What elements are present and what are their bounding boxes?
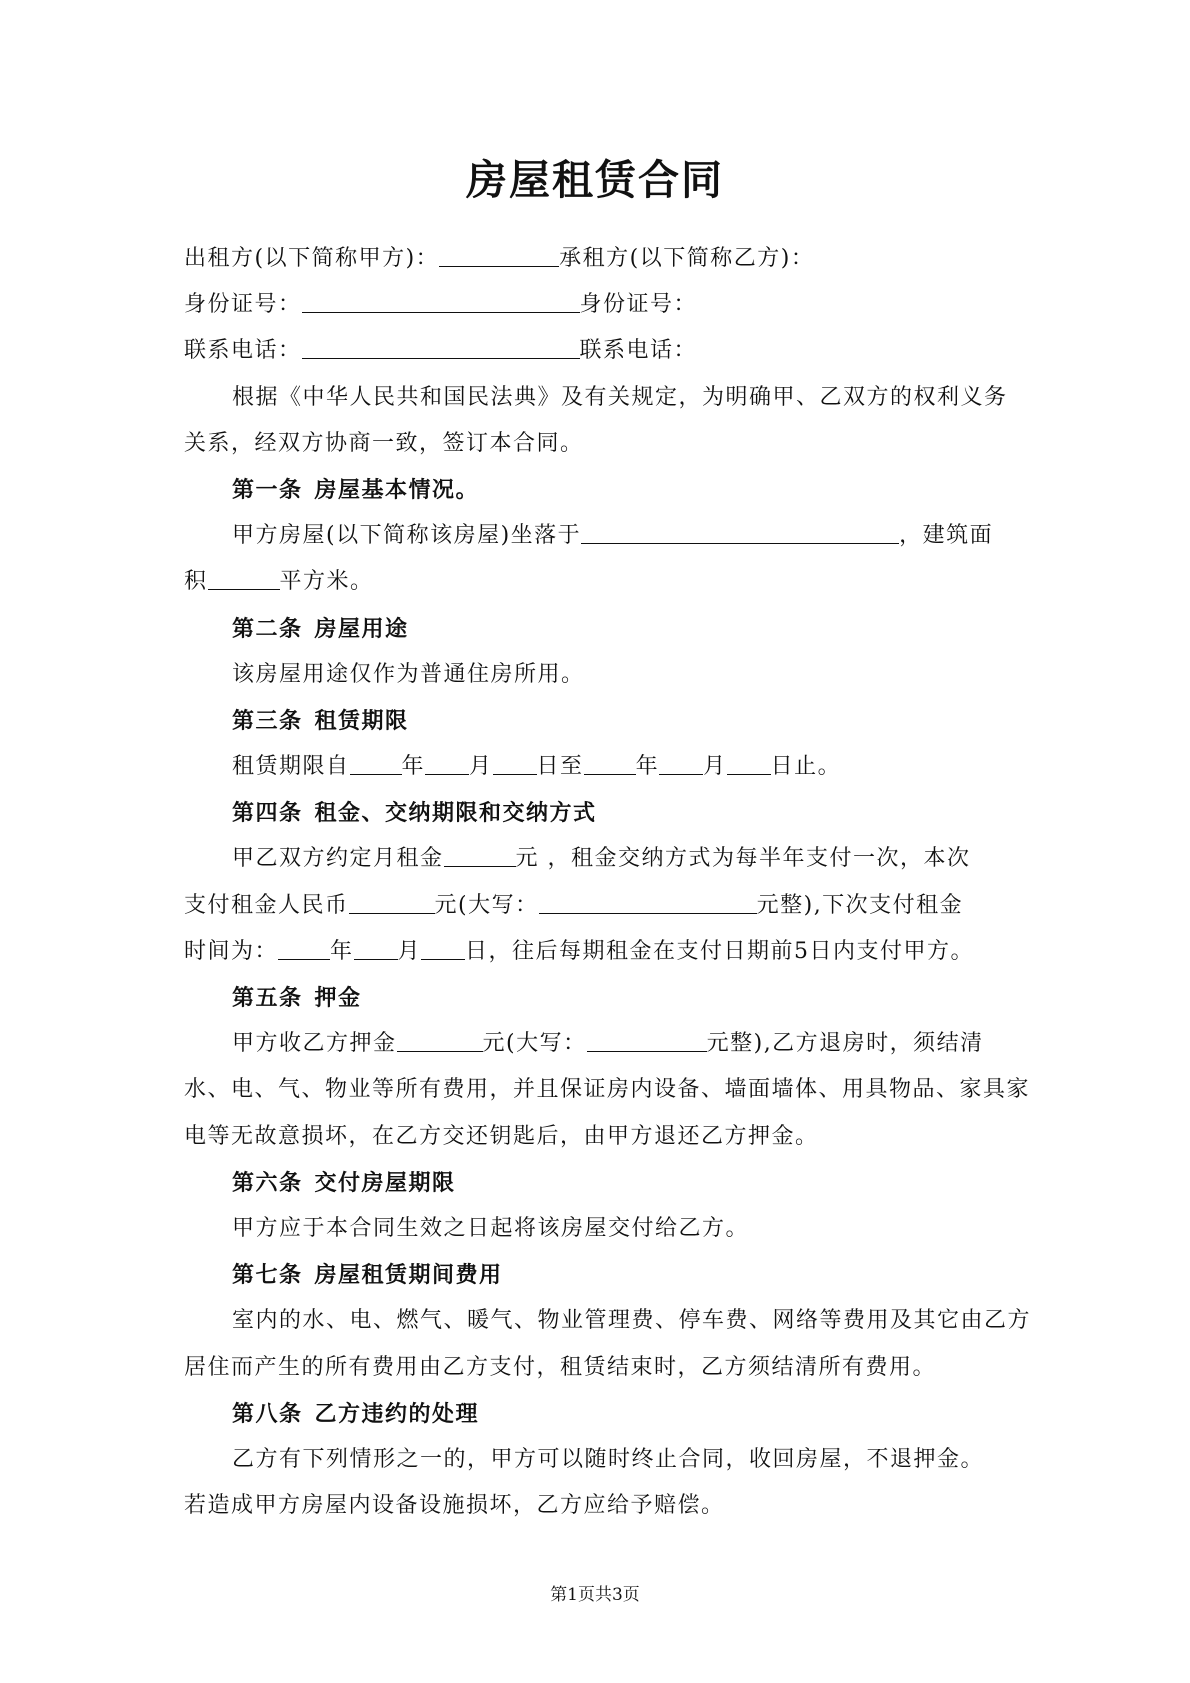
article-title: 交付房屋期限 (314, 1169, 456, 1196)
deposit-words-label: 元(大写： (482, 1031, 587, 1057)
id-blank (302, 288, 580, 313)
page-footer: 第1页共3页 (550, 1585, 640, 1605)
article-1-heading (184, 467, 1014, 513)
article-number: 第三条 (232, 707, 303, 734)
id-label-b: 身份证号： (579, 292, 698, 318)
next-payment-time-label: 时间为： (184, 938, 279, 964)
term-start-label: 租赁期限自 (232, 754, 350, 780)
article-title: 租赁期限 (314, 707, 409, 734)
start-day-blank (493, 750, 537, 775)
article-5-line-2: 水、电、气、物业等所有费用，并且保证房内设备、墙面墙体、用具物品、家具家 (184, 1077, 1031, 1103)
article-7-line-1: 室内的水、电、燃气、暖气、物业管理费、停车费、网络等费用及其它由乙方 (232, 1308, 1032, 1334)
day-end-label: 日止。 (770, 754, 842, 780)
article-number: 第五条 (232, 985, 303, 1011)
lessor-label: 出租方(以下简称甲方)： (184, 246, 440, 271)
article-title: 乙方违约的处理 (314, 1400, 480, 1427)
article-title: 房屋租赁期间费用 (314, 1262, 503, 1289)
article-title: 租金、交纳期限和交纳方式 (314, 800, 597, 827)
end-month-blank (659, 750, 703, 775)
intro-line-2: 关系，经双方协商一致，签订本合同。 (184, 430, 584, 456)
deposit-terms-text: 元整),乙方退房时，须结清 (706, 1031, 984, 1057)
year-label: 年 (635, 754, 660, 780)
article-4-line-1 (184, 836, 1014, 882)
id-line (184, 282, 1014, 328)
document-title: 房屋租赁合同 (466, 156, 724, 204)
document-body (184, 236, 1032, 1529)
area-blank (208, 565, 280, 590)
amount-words-blank (539, 889, 757, 914)
party-line (184, 236, 1014, 282)
lessee-label: 承租方(以下简称乙方)： (559, 246, 815, 271)
area-label-prefix: 积 (184, 569, 208, 595)
area-unit: 平方米。 (279, 569, 374, 595)
article-number: 第二条 (232, 615, 303, 642)
article-4-line-2 (184, 883, 1014, 929)
location-blank (581, 519, 899, 544)
article-8-heading (184, 1391, 1014, 1437)
monthly-rent-blank (444, 842, 516, 867)
intro-line-1: 根据《中华人民共和国民法典》及有关规定，为明确甲、乙双方的权利义务 (232, 384, 1008, 410)
next-year-blank (278, 935, 330, 960)
phone-blank (302, 334, 580, 359)
article-4-line-3 (184, 929, 1014, 975)
article-5-heading (184, 975, 1014, 1021)
article-title: 房屋用途 (314, 615, 409, 642)
id-label-a: 身份证号： (184, 292, 302, 318)
payment-terms-text: 日，往后每期租金在支付日期前5日内支付甲方。 (465, 938, 975, 964)
article-5-line-3: 电等无故意损坏，在乙方交还钥匙后，由甲方退还乙方押金。 (184, 1123, 819, 1149)
article-7-heading (184, 1252, 1014, 1298)
article-4-heading (184, 790, 1014, 836)
month-label: 月 (703, 754, 727, 780)
article-3-line-1 (184, 744, 1014, 790)
article-number: 第八条 (232, 1400, 303, 1427)
next-payment-label: 元整),下次支付租金 (756, 892, 964, 918)
article-7-line-2: 居住而产生的所有费用由乙方支付，租赁结束时，乙方须结清所有费用。 (184, 1354, 937, 1380)
phone-line (184, 328, 1014, 374)
article-title: 押金 (314, 985, 362, 1011)
year-label: 年 (401, 754, 426, 780)
deposit-blank (397, 1027, 483, 1052)
article-5-line-1 (184, 1021, 1014, 1067)
next-month-blank (354, 935, 398, 960)
article-8-line-2: 若造成甲方房屋内设备设施损坏，乙方应给予赔偿。 (184, 1493, 725, 1519)
deposit-label: 甲方收乙方押金 (232, 1031, 397, 1057)
start-month-blank (425, 750, 469, 775)
end-day-blank (727, 750, 771, 775)
day-to-label: 日至 (536, 754, 584, 780)
phone-label-a: 联系电话： (184, 338, 302, 364)
article-number: 第一条 (232, 476, 303, 503)
start-year-blank (350, 750, 402, 775)
lessor-blank (439, 242, 559, 267)
location-label: 甲方房屋(以下简称该房屋)坐落于 (232, 523, 582, 549)
article-6-heading (184, 1160, 1014, 1206)
month-label: 月 (397, 938, 422, 964)
next-day-blank (421, 935, 465, 960)
article-number: 第六条 (232, 1169, 303, 1196)
payment-amount-blank (349, 889, 435, 914)
deposit-words-blank (587, 1027, 707, 1052)
year-label: 年 (330, 938, 354, 964)
phone-label-b: 联系电话： (579, 338, 698, 364)
month-label: 月 (469, 754, 493, 780)
amount-words-label: 元(大写： (434, 892, 539, 918)
payment-method-text: 元 ，租金交纳方式为每半年支付一次，本次 (515, 846, 971, 872)
article-1-line-2 (184, 559, 1014, 605)
article-1-line-1 (184, 513, 1014, 559)
end-year-blank (584, 750, 636, 775)
article-8-line-1: 乙方有下列情形之一的，甲方可以随时终止合同，收回房屋，不退押金。 (232, 1446, 985, 1472)
article-6-line-1: 甲方应于本合同生效之日起将该房屋交付给乙方。 (232, 1215, 750, 1241)
area-label: ，建筑面 (899, 523, 994, 549)
article-2-heading (184, 606, 1014, 652)
article-number: 第七条 (232, 1262, 303, 1289)
monthly-rent-label: 甲乙双方约定月租金 (232, 846, 444, 872)
article-2-line-1: 该房屋用途仅作为普通住房所用。 (232, 661, 585, 687)
payment-amount-label: 支付租金人民币 (184, 892, 349, 918)
article-title: 房屋基本情况。 (314, 476, 480, 503)
article-number: 第四条 (232, 800, 303, 827)
article-3-heading (184, 698, 1014, 744)
